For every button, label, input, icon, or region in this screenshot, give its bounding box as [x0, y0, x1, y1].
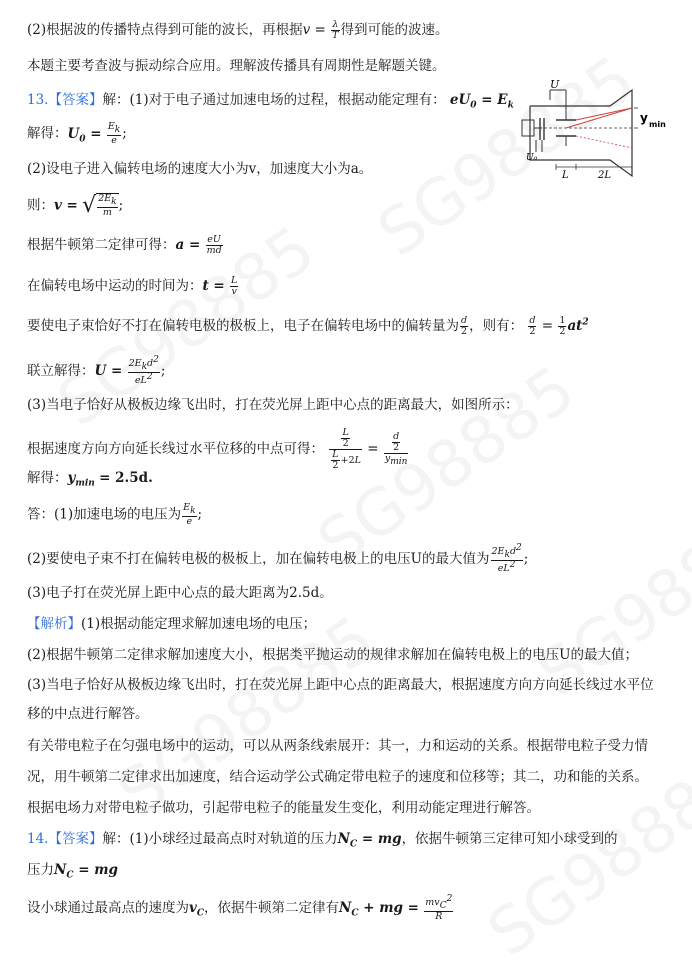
text-line: 联立解得：U = $\frac{2E_kd^2}{eL^2}$ ;	[27, 355, 166, 387]
text-line: 则：v = √ $\frac{2E_k}{m}$ ;	[27, 193, 124, 219]
text-line: (2)根据波的传播特点得到可能的波长，再根据v = $\frac{\lambda}{T}$ 得到可能的波速。	[27, 19, 449, 41]
label-u0: U₀	[526, 153, 538, 163]
analysis-section: 【解析】(1)根据动能定理求解加速电场的电压；	[27, 616, 317, 632]
label-l: L	[562, 170, 569, 181]
text-line: (2)要使电子束不打在偏转电极的极板上，加在偏转电极上的电压U的最大值为 $\frac{2E_kd^2}{eL^2}$ ;	[27, 543, 529, 575]
text-line: (3)当电子恰好从极板边缘飞出时，打在荧光屏上距中心点的距离最大，根据速度方向方向延长线过水平位	[27, 677, 654, 693]
text-line: 要使电子束恰好不打在偏转电极的极板上，电子在偏转电场中的偏转量为 $\frac{d}{2}$ ，则有： $\frac{d}{2}$ = $\frac{1}{2}$ $at^2$	[27, 315, 589, 337]
label-ymin: y	[640, 111, 648, 125]
text-line: 移的中点进行解答。	[27, 706, 149, 722]
text-line: (2)根据牛顿第二定律求解加速度大小，根据类平抛运动的规律求解加在偏转电极上的电压U的最大值；	[27, 647, 638, 663]
question-14-answer: 14.【答案】解：(1)小球经过最高点时对轨道的压力$N_C$ = mg，依据牛顿第三定律可知小球受到的	[27, 831, 618, 850]
text-line: 根据电场力对带电粒子做功，引起带电粒子的能量发生变化，利用动能定理进行解答。	[27, 800, 540, 816]
text-line: 根据速度方向方向延长线过水平位移的中点可得： $\frac{L}{2}$ $\frac{L}{2}$ +2L = $\frac{\frac{d}{2}}{y_{min}}$	[27, 427, 408, 471]
deflection-diagram	[510, 78, 690, 188]
text-line: 有关带电粒子在匀强电场中的运动，可以从两条线索展开：其一，力和运动的关系。根据带电粒子受力情	[27, 738, 648, 754]
text-line: 解得：$y_{min} = 2.5d$.	[27, 470, 153, 489]
text-line: 设小球通过最高点的速度为$v_C$，依据牛顿第二定律有$N_C$ + mg = $\frac{mv_C^2}{R}$	[27, 894, 453, 923]
text-line: 根据牛顿第二定律可得：a = $\frac{eU}{md}$	[27, 234, 222, 256]
label-2l: 2L	[598, 170, 612, 181]
text-line: 压力$N_C$ = mg	[27, 862, 118, 881]
text-line: 在偏转电场中运动的时间为：t = $\frac{L}{v}$	[27, 275, 238, 297]
text-line: 解得：$U_0$ = $\frac{E_k}{e}$ ;	[27, 121, 127, 147]
label-ymin-sub: min	[649, 120, 666, 129]
text-line: (2)设电子进入偏转电场的速度大小为v，加速度大小为a。	[27, 161, 373, 177]
question-13-answer: 13.【答案】解：(1)对于电子通过加速电场的过程，根据动能定理有： $eU_0 = E_k$	[27, 92, 514, 111]
text-line: (3)电子打在荧光屏上距中心点的最大距离为2.5d。	[27, 585, 333, 601]
text-line: 本题主要考查波与振动综合应用。理解波传播具有周期性是解题关键。	[27, 58, 446, 74]
text-line: 况，用牛顿第二定律求出加速度，结合运动学公式确定带电粒子的速度和位移等；其二，功和能的关系。	[27, 769, 648, 785]
label-u: U	[550, 78, 560, 91]
text-line: 答：(1)加速电场的电压为 $\frac{E_k}{e}$ ;	[27, 502, 203, 528]
text-line: (3)当电子恰好从极板边缘飞出时，打在荧光屏上距中心点的距离最大，如图所示：	[27, 397, 519, 413]
